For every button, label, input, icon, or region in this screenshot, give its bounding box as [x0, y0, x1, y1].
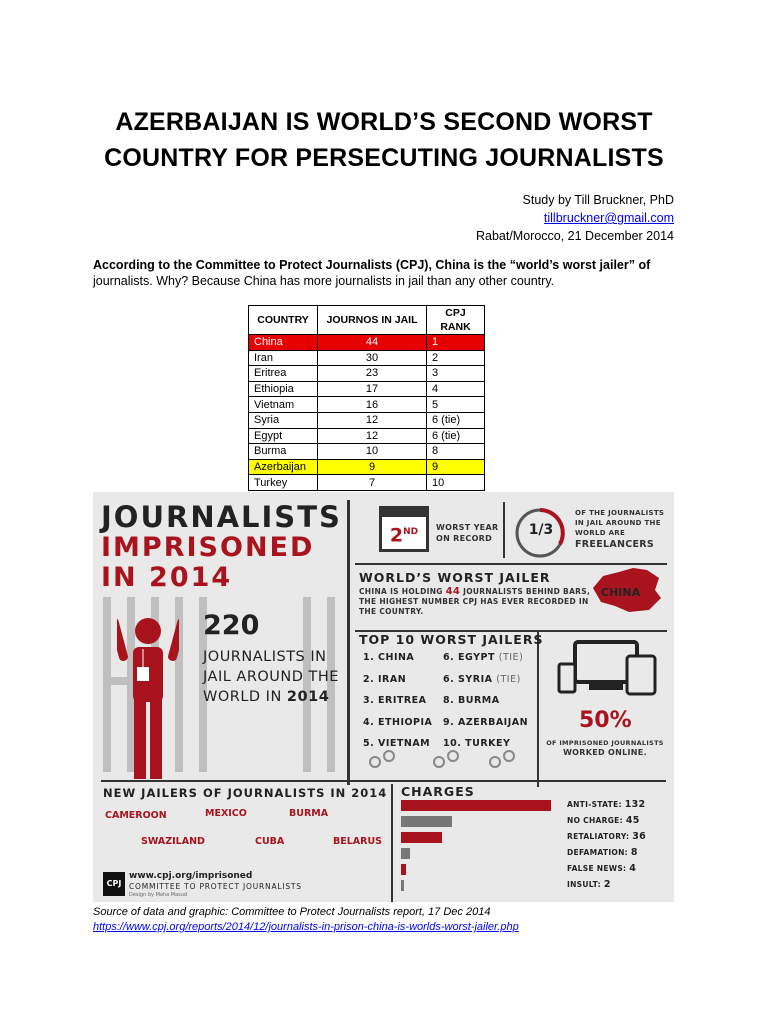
- fraction-value: 1/3: [528, 522, 554, 538]
- cell-jailed: 23: [318, 366, 427, 382]
- source-footer: [93, 905, 519, 935]
- cell-rank: 6 (tie): [427, 428, 485, 444]
- charge-bar: [401, 816, 452, 827]
- page-title: [60, 104, 708, 176]
- list-item: 10. TURKEY: [443, 738, 511, 749]
- charge-bar: [401, 880, 404, 891]
- cell-country: Iran: [249, 350, 318, 366]
- online-text: OF IMPRISONED JOURNALISTS WORKED ONLINE.: [546, 739, 664, 757]
- devices-icon: [555, 638, 659, 700]
- cell-country: Egypt: [249, 428, 318, 444]
- charge-label: ANTI-STATE: 132: [567, 799, 646, 810]
- new-jailer-item: SWAZILAND: [141, 836, 205, 847]
- cell-jailed: 12: [318, 412, 427, 428]
- source-text: Source of data and graphic: Committee to Protect Journalists report, 17 Dec 2014: [93, 906, 491, 918]
- cell-country: Vietnam: [249, 397, 318, 413]
- cell-jailed: 7: [318, 475, 427, 491]
- author-block: [476, 191, 674, 245]
- cell-rank: 6 (tie): [427, 412, 485, 428]
- divider-top: [503, 502, 505, 558]
- divider-vertical: [347, 500, 350, 785]
- charge-label: DEFAMATION: 8: [567, 847, 638, 858]
- cell-country: Ethiopia: [249, 381, 318, 397]
- info-title-journalists: JOURNALISTS: [101, 500, 342, 534]
- count-line-2: JAIL AROUND THE: [203, 669, 339, 685]
- cell-country: Eritrea: [249, 366, 318, 382]
- jailed-count-text: [203, 647, 339, 707]
- prisoner-icon: [117, 617, 179, 787]
- new-jailer-item: CUBA: [255, 836, 285, 847]
- cpj-name: COMMITTEE TO PROTECT JOURNALISTS: [129, 882, 302, 891]
- cell-jailed: 30: [318, 350, 427, 366]
- cell-jailed: 9: [318, 459, 427, 475]
- intro-line-2: journalists. Why? Because China has more journalists in jail than any other country.: [93, 274, 555, 288]
- cell-rank: 4: [427, 381, 485, 397]
- charge-bar: [401, 848, 410, 859]
- top10-left-list: [363, 652, 432, 760]
- info-title-year: IN 2014: [101, 562, 233, 593]
- list-item: 8. BURMA: [443, 695, 500, 706]
- charge-label: FALSE NEWS: 4: [567, 863, 637, 874]
- design-credit: Design by Maha Masud: [129, 892, 188, 898]
- list-item: 5. VIETNAM: [363, 738, 431, 749]
- table-header-row: [249, 306, 485, 335]
- cell-jailed: 12: [318, 428, 427, 444]
- col-header-country: COUNTRY: [249, 306, 318, 335]
- cell-rank: 8: [427, 444, 485, 460]
- cell-country: Azerbaijan: [249, 459, 318, 475]
- list-item: 3. ERITREA: [363, 695, 427, 706]
- divider-v3: [391, 784, 393, 902]
- cell-rank: 1: [427, 335, 485, 351]
- charge-bar: [401, 800, 551, 811]
- charges-heading: CHARGES: [401, 784, 475, 799]
- freelancers-text: OF THE JOURNALISTS IN JAIL AROUND THE WORLD ARE FREELANCERS: [575, 509, 665, 550]
- calendar-icon: 2ND: [379, 506, 429, 552]
- new-jailer-item: BELARUS: [333, 836, 383, 847]
- table-row: [249, 397, 485, 413]
- new-jailer-item: BURMA: [289, 808, 329, 819]
- list-item: 6. EGYPT (TIE): [443, 652, 524, 663]
- list-item: 4. ETHIOPIA: [363, 716, 433, 728]
- title-line-2: COUNTRY FOR PERSECUTING JOURNALISTS: [104, 144, 664, 172]
- cell-rank: 5: [427, 397, 485, 413]
- charge-label: NO CHARGE: 45: [567, 815, 640, 826]
- charge-bar: [401, 864, 406, 875]
- worst-jailer-text: CHINA IS HOLDING 44 JOURNALISTS BEHIND BARS, THE HIGHEST NUMBER CPJ HAS EVER RECORDED IN THE COUNTRY.: [359, 586, 591, 616]
- cell-rank: 9: [427, 459, 485, 475]
- table-row: [249, 366, 485, 382]
- cell-country: Turkey: [249, 475, 318, 491]
- title-line-1: AZERBAIJAN IS WORLD’S SECOND WORST: [115, 108, 653, 136]
- online-percent: 50%: [579, 708, 632, 733]
- cell-rank: 3: [427, 366, 485, 382]
- intro-line-1: According to the Committee to Protect Journalists (CPJ), China is the “world’s worst jailer” of: [93, 258, 651, 272]
- list-item: 2. IRAN: [363, 673, 407, 685]
- divider-h1: [355, 563, 667, 565]
- col-header-rank: CPJ RANK: [427, 306, 485, 335]
- author: Study by Till Bruckner, PhD: [522, 193, 674, 207]
- place-date: Rabat/Morocco, 21 December 2014: [475, 229, 674, 243]
- cell-country: Burma: [249, 444, 318, 460]
- table-row: [249, 335, 485, 351]
- list-item: 1. CHINA: [363, 652, 415, 663]
- cell-country: Syria: [249, 412, 318, 428]
- author-email-link[interactable]: tillbruckner@gmail.com: [543, 211, 674, 225]
- divider-h3: [101, 780, 666, 782]
- col-header-jailed: JOURNOS IN JAIL: [318, 306, 427, 335]
- table-row: [249, 428, 485, 444]
- cell-jailed: 16: [318, 397, 427, 413]
- table-row: [249, 444, 485, 460]
- cell-rank: 2: [427, 350, 485, 366]
- table-row: [249, 412, 485, 428]
- source-link[interactable]: https://www.cpj.org/reports/2014/12/journalists-in-prison-china-is-worlds-worst-jailer.php: [93, 921, 519, 933]
- china-map-label: CHINA: [601, 586, 641, 599]
- table-row: [249, 459, 485, 475]
- count-line-3: WORLD IN 2014: [203, 689, 330, 705]
- cell-jailed: 17: [318, 381, 427, 397]
- cpj-url: www.cpj.org/imprisoned: [129, 871, 253, 881]
- new-jailer-item: CAMEROON: [105, 810, 167, 821]
- handcuffs-icon: [363, 748, 533, 772]
- new-jailers-heading: NEW JAILERS OF JOURNALISTS IN 2014: [103, 786, 388, 800]
- cpj-infographic: [93, 492, 674, 902]
- charges-chart: [401, 800, 671, 900]
- jailers-table: [248, 305, 485, 491]
- charge-label: INSULT: 2: [567, 879, 611, 890]
- table-row: [249, 475, 485, 491]
- top10-heading: TOP 10 WORST JAILERS: [359, 632, 544, 647]
- list-item: 6. SYRIA (TIE): [443, 673, 521, 685]
- cell-jailed: 10: [318, 444, 427, 460]
- cpj-logo: CPJ: [103, 872, 125, 896]
- worst-year-text: WORST YEAR ON RECORD: [436, 523, 499, 543]
- count-line-1: JOURNALISTS IN: [203, 649, 327, 665]
- jailed-count: 220: [203, 610, 260, 641]
- cell-rank: 10: [427, 475, 485, 491]
- cell-country: China: [249, 335, 318, 351]
- list-item: 9. AZERBAIJAN: [443, 716, 529, 728]
- table-row: [249, 350, 485, 366]
- cell-jailed: 44: [318, 335, 427, 351]
- divider-v2: [537, 632, 539, 787]
- worst-jailer-heading: WORLD’S WORST JAILER: [359, 570, 551, 585]
- top10-right-list: [443, 652, 528, 760]
- info-title-imprisoned: IMPRISONED: [101, 532, 315, 563]
- charge-bar: [401, 832, 442, 843]
- intro-paragraph: [93, 257, 683, 289]
- charge-label: RETALIATORY: 36: [567, 831, 647, 842]
- table-row: [249, 381, 485, 397]
- new-jailer-item: MEXICO: [205, 808, 247, 819]
